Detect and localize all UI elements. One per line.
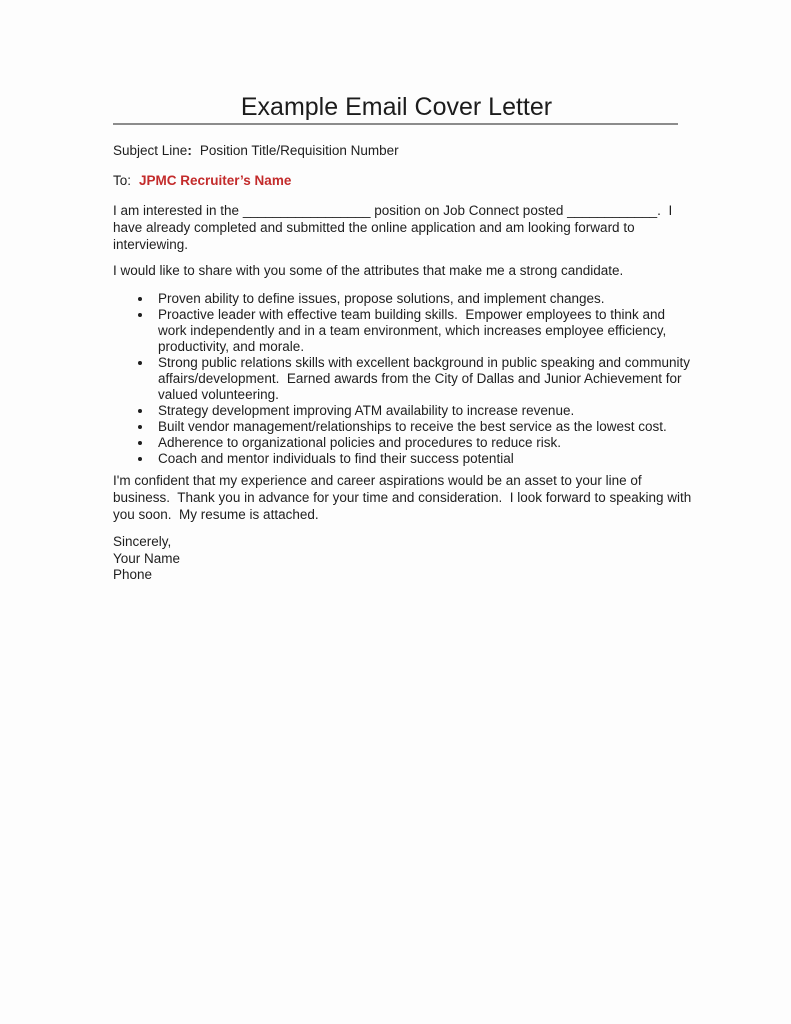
- intro-paragraph: I am interested in the _________________ position on Job Connect posted ____________. I have already completed and submitted the online application and am looking forward to interviewing.: [113, 203, 676, 252]
- bullet-text: Built vendor management/relationships to receive the best service as the lowest cost.: [158, 419, 667, 434]
- recipient-name: JPMC Recruiter’s Name: [139, 173, 292, 188]
- list-item: [113, 403, 693, 419]
- subject-value: Position Title/Requisition Number: [199, 143, 399, 158]
- bullet-text: Adherence to organizational policies and procedures to reduce risk.: [158, 435, 561, 450]
- list-item: [113, 451, 693, 467]
- bullet-text: Proactive leader with effective team building skills. Empower employees to think and work independently and in a team environment, which increases employee efficiency, productivity, and morale.: [158, 307, 671, 354]
- attributes-list: [113, 291, 693, 467]
- to-line: [113, 172, 693, 189]
- closing-paragraph: I'm confident that my experience and career aspirations would be an asset to your line of business. Thank you in advance for your time and consideration. I look forward to speaking with you soon. My resume is attached.: [113, 473, 696, 522]
- signature-phone: Phone: [113, 567, 153, 582]
- signature-block: [113, 534, 693, 584]
- list-item: [113, 307, 693, 355]
- list-item: [113, 435, 693, 451]
- subject-line: [113, 142, 693, 159]
- lead-in-paragraph: I would like to share with you some of the attributes that make me a strong candidate.: [113, 263, 624, 278]
- list-item: [113, 291, 693, 307]
- letter-content: [113, 0, 696, 584]
- bullet-text: Coach and mentor individuals to find their success potential: [158, 451, 514, 466]
- signature-name: Your Name: [113, 550, 181, 566]
- subject-colon: :: [187, 143, 192, 158]
- title-divider: [113, 123, 678, 125]
- valediction: Sincerely,: [113, 534, 172, 549]
- list-item: [113, 419, 693, 435]
- page-title: Example Email Cover Letter: [240, 93, 553, 121]
- subject-label: Subject Line: [113, 143, 188, 158]
- bullet-text: Strong public relations skills with excellent background in public speaking and community affairs/development. Earned awards from the City of Dallas and Junior Achievement for valued volunteering.: [158, 355, 694, 402]
- bullet-text: Proven ability to define issues, propose solutions, and implement changes.: [158, 291, 605, 306]
- list-item: [113, 355, 693, 403]
- bullet-text: Strategy development improving ATM availability to increase revenue.: [158, 403, 575, 418]
- to-label: To:: [113, 173, 132, 188]
